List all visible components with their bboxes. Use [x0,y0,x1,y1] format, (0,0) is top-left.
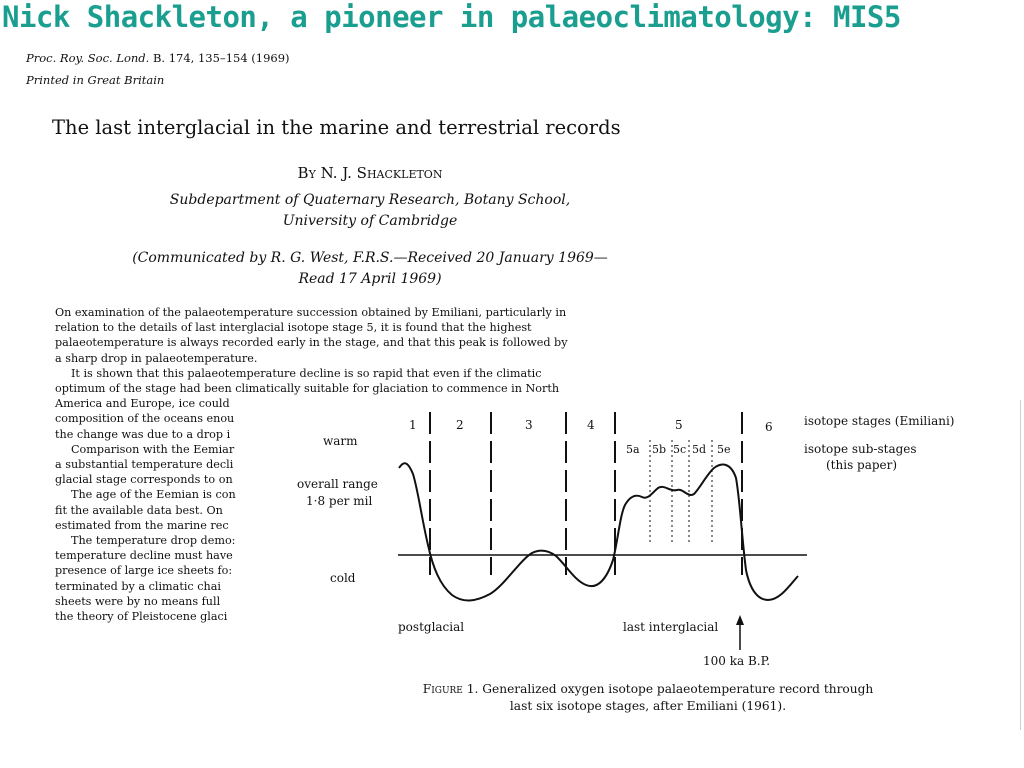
abstract-line: temperature decline must have [55,549,233,563]
cold-label: cold [330,571,356,585]
abstract-line: It is shown that this palaeotemperature decline is so rapid that even if the climatic [71,366,542,380]
per-mil-label: 1·8 per mil [306,494,373,508]
abstract-line: the theory of Pleistocene glaci [55,610,228,624]
abstract-line: a substantial temperature decli [55,458,234,472]
substage-label: 5e [717,443,731,456]
abstract-line: composition of the oceans enou [55,412,235,426]
paper-title: The last interglacial in the marine and terrestrial records [52,116,621,139]
author-byline: By N. J. Shackleton [297,164,443,182]
caption-text: Generalized oxygen isotope palaeotemperature record through [482,682,874,696]
page-edge-line [1020,400,1021,730]
stage-number: 1 [409,418,417,432]
substage-label: 5b [652,443,667,456]
overall-range-label: overall range [297,477,378,491]
affiliation-line-2: University of Cambridge [282,213,458,229]
abstract-line: sheets were by no means full [55,594,221,608]
stage-number: 6 [765,420,773,434]
substage-label: 5d [692,443,707,456]
last-interglacial-label: last interglacial [623,620,719,634]
stage-number: 5 [675,418,683,432]
abstract-line: estimated from the marine rec [55,518,229,532]
communicated-line-2: Read 17 April 1969) [298,271,442,287]
postglacial-label: postglacial [398,620,465,634]
caption-text-2: last six isotope stages, after Emiliani (1961). [509,699,787,713]
legend-isotope-stages: isotope stages (Emiliani) [804,414,955,428]
abstract-line: palaeotemperature is always recorded early in the stage, and that this peak is followed by [55,336,568,350]
figure-caption [388,681,908,715]
abstract-line: fit the available data best. On [55,503,223,517]
abstract-line: optimum of the stage had been climatically suitable for glaciation to commence in North [55,382,560,396]
stage-number: 4 [587,418,595,432]
abstract-line: America and Europe, ice could [55,397,230,411]
abstract-line: presence of large ice sheets fo: [55,564,233,578]
abstract-line: Comparison with the Eemiar [71,442,235,456]
caption-figure-number: Figure 1. [422,682,479,696]
substage-label: 5a [626,443,640,456]
legend-this-paper: (this paper) [826,458,898,472]
printed-note: Printed in Great Britain [26,73,165,87]
age-label: 100 ka B.P. [703,654,771,668]
substage-label: 5c [673,443,687,456]
abstract-line: The age of the Eemian is con [71,488,236,502]
legend-substages: isotope sub-stages [804,442,917,456]
warm-label: warm [323,434,358,448]
abstract-line: terminated by a climatic chai [55,579,221,593]
abstract-line: On examination of the palaeotemperature succession obtained by Emiliani, particularly in [55,306,567,319]
abstract-line: relation to the details of last interglacial isotope stage 5, it is found that the highest [55,321,532,335]
age-arrow-head [736,615,744,625]
citation-prefix: Proc. Roy. Soc. Lond. [26,51,150,65]
stage-number: 3 [525,418,533,432]
palaeotemperature-curve [399,463,798,600]
slide-title: Nick Shackleton, a pioneer in palaeoclimatology: MIS5 [2,0,901,34]
abstract-line: The temperature drop demo: [71,534,236,548]
abstract-line: the change was due to a drop i [55,427,231,441]
abstract-line: a sharp drop in palaeotemperature. [55,351,258,365]
affiliation-line-1: Subdepartment of Quaternary Research, Botany School, [169,192,571,208]
abstract-line: glacial stage corresponds to on [55,473,233,487]
citation-rest: B. 174, 135–154 (1969) [152,51,290,65]
communicated-line-1: (Communicated by R. G. West, F.R.S.—Received 20 January 1969— [132,250,608,266]
stage-number: 2 [456,418,464,432]
